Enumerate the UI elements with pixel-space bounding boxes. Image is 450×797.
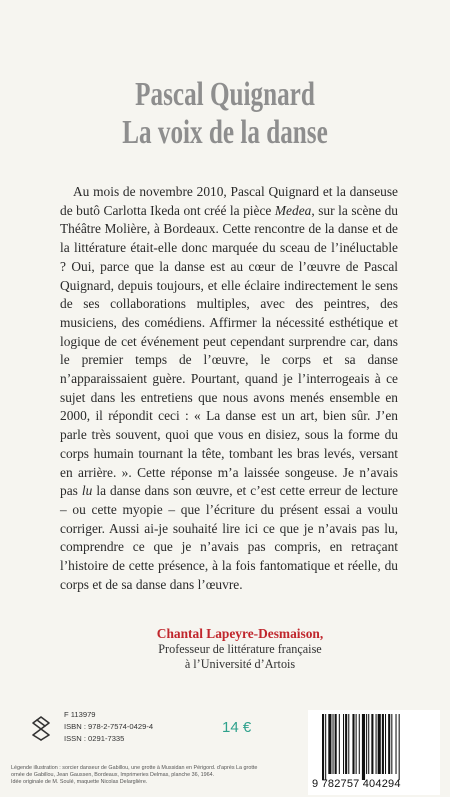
barcode [308, 710, 440, 795]
author-credit [120, 626, 360, 672]
credits-line-1: Légende illustration : sorcier danseur de Gabillou, une grotte à Mussidan en Périgord. d’après La grotte [11, 765, 258, 771]
author-role-line-2: à l’Université d’Artois [184, 657, 296, 671]
summary-italic-medea: Medea [274, 202, 312, 218]
back-cover-summary [60, 183, 398, 594]
author-name: Chantal Lapeyre-Desmaison, [156, 626, 324, 641]
issn: ISSN : 0291-7335 [64, 734, 125, 743]
author-role-line-1: Professeur de littérature française [158, 642, 322, 656]
catalog-code: F 113979 [64, 710, 96, 719]
illustration-credits [11, 765, 261, 786]
isbn: ISBN : 978-2-7574-0429-4 [64, 722, 154, 731]
credits-line-2: ornée de Gabillou, Jean Gaussen, Bordeaux, Imprimeries Delmas, planche 36, 1964. [11, 772, 215, 778]
author-title: Pascal Quignard [135, 76, 315, 113]
summary-italic-lu: lu [81, 483, 93, 499]
summary-text-1: Au mois de novembre 2010, Pascal Quignard et la danseuse de butô Carlotta Ikeda ont créé la pièce [60, 184, 398, 218]
book-title: La voix de la danse [122, 114, 328, 151]
credits-line-3: Idée originale de M. Soulé, maquette Nicolas Delarglière. [11, 779, 148, 785]
publisher-logo-icon [28, 715, 54, 741]
price: 14 € [222, 719, 252, 736]
barcode-bars-icon [322, 714, 426, 780]
publication-info [64, 709, 153, 745]
summary-text-3: la danse dans son œuvre, et c’est cette erreur de lecture – ou cette myopie – que l’écriture du présent essai a voulu corriger. Aussi ai-je souhaité lire ici ce que je n’avais pas lu, comprendre ce que je n’avais pas compris, en retraçant l’histoire de cette présence, à la fois fantomatique et réelle, du corps et de sa danse dans l’œuvre. [60, 483, 399, 592]
summary-text-2: , sur la scène du Théâtre Molière, à Bordeaux. Cette rencontre de la danse et de la littérature était-elle donc marquée du sceau de l’inéluctable ? Oui, parce que la danse est au cœur de l’œuvre de Pascal Quignard, depuis toujours, et elle éclaire indirectement le sens de ses collaborations multiples, avec des peintres, des musiciens, des comédiens. Affirmer la nécessité esthétique et logique de cet événement peut cependant surprendre car, dans le premier temps de l’œuvre, le corps et sa danse n’apparaissaient guère. Pourtant, quand je l’interrogeais à ce sujet dans les entretiens que nous avons menés ensemble en 2000, il répondit ceci : « La danse est un art, bien sûr. J’en parle très souvent, quoi que vous en disiez, sous la forme du corps humain tournant la tête, tombant les bras levés, versant en arrière. ». Cette réponse m’a laissée songeuse. Je n’avais pas [60, 202, 398, 499]
barcode-digits: 9 782757 404294 [312, 778, 401, 790]
book-title-block [0, 76, 450, 152]
summary-paragraph [60, 183, 398, 594]
